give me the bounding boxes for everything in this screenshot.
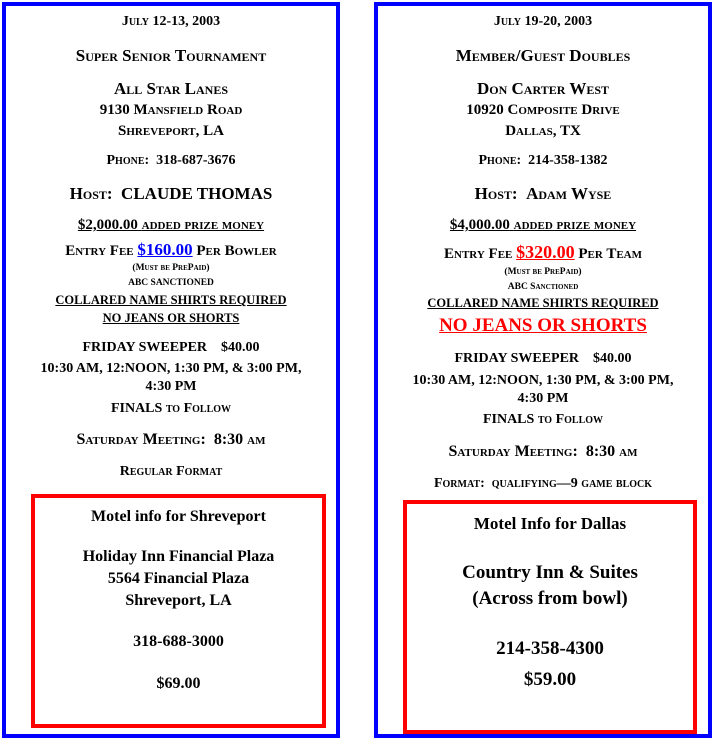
prepaid-note: (Must be PrePaid) — [504, 267, 582, 277]
finals-word: FINALS — [110, 401, 163, 416]
phone-number: 318-687-3676 — [156, 153, 236, 168]
entry-fee-line — [6, 240, 336, 260]
entry-fee-label: Entry Fee — [444, 246, 513, 262]
sweeper-fee: $40.00 — [221, 340, 260, 355]
flyer-shreveport — [2, 2, 340, 738]
entry-fee-unit: Per Bowler — [196, 243, 277, 259]
meeting-time: 8:30 — [585, 443, 616, 460]
event-title: Member/Guest Doubles — [455, 46, 631, 65]
finals-line — [378, 412, 708, 428]
sweeper-line — [378, 351, 708, 367]
sweeper-label: FRIDAY SWEEPER — [454, 351, 580, 366]
phone-label: Phone: — [478, 153, 522, 168]
shirts-rule: COLLARED NAME SHIRTS REQUIRED — [55, 293, 287, 307]
finals-follow: to Follow — [165, 401, 232, 416]
phone-number: 214-358-1382 — [528, 153, 608, 168]
motel-box — [31, 494, 326, 728]
entry-fee-amount: $320.00 — [516, 242, 575, 262]
venue-city: Dallas, TX — [505, 123, 581, 139]
meeting-time: 8:30 — [213, 431, 244, 448]
prize-text: added prize money — [141, 217, 265, 233]
meeting-line — [378, 443, 708, 461]
meeting-ampm: am — [247, 431, 266, 448]
motel-note: (Across from bowl) — [472, 588, 628, 609]
motel-title: Motel Info for Dallas — [473, 514, 627, 533]
venue-city: Shreveport, LA — [118, 123, 224, 139]
host-line — [378, 184, 708, 204]
event-date: July 12-13, 2003 — [121, 14, 221, 29]
motel-name: Holiday Inn Financial Plaza — [82, 548, 275, 565]
event-date: July 19-20, 2003 — [493, 14, 593, 29]
prize-amount: $2,000.00 — [77, 217, 138, 233]
event-title: Super Senior Tournament — [75, 46, 267, 65]
entry-fee-label: Entry Fee — [65, 243, 134, 259]
motel-city: Shreveport, LA — [125, 592, 232, 609]
motel-box — [403, 500, 697, 734]
motel-price: $69.00 — [156, 675, 201, 692]
jeans-rule: NO JEANS OR SHORTS — [102, 311, 240, 325]
prize-line — [6, 217, 336, 234]
motel-price: $59.00 — [523, 669, 577, 690]
venue-name: Don Carter West — [476, 79, 609, 98]
host-line — [6, 184, 336, 204]
sweeper-times: 10:30 AM, 12:NOON, 1:30 PM, & 3:00 PM, — [40, 361, 302, 376]
meeting-ampm: am — [619, 443, 638, 460]
prize-amount: $4,000.00 — [449, 217, 510, 233]
host-name: CLAUDE THOMAS — [121, 184, 273, 203]
sweeper-line — [6, 340, 336, 356]
motel-title: Motel info for Shreveport — [91, 508, 266, 525]
host-label: Host: — [474, 184, 518, 203]
meeting-label: Saturday Meeting: — [448, 443, 578, 460]
motel-address: 5564 Financial Plaza — [107, 570, 250, 587]
phone-label: Phone: — [106, 153, 150, 168]
jeans-rule: NO JEANS OR SHORTS — [439, 315, 647, 336]
sweeper-fee: $40.00 — [593, 351, 632, 366]
flyer-dallas — [374, 2, 712, 738]
sweeper-times-cont: 4:30 PM — [145, 379, 197, 394]
sweeper-times-cont: 4:30 PM — [517, 391, 569, 406]
entry-fee-line — [378, 242, 708, 263]
finals-word: FINALS — [482, 412, 535, 427]
motel-phone: 214-358-4300 — [496, 638, 604, 659]
meeting-line — [6, 431, 336, 449]
venue-address: 9130 Mansfield Road — [99, 102, 243, 118]
motel-name: Country Inn & Suites — [462, 562, 638, 583]
meeting-label: Saturday Meeting: — [76, 431, 206, 448]
format-label: Format: — [433, 476, 485, 491]
motel-phone: 318-688-3000 — [133, 633, 224, 650]
sanction-note: ABC Sanctioned — [507, 282, 579, 292]
host-label: Host: — [69, 184, 113, 203]
format-line — [378, 476, 708, 492]
entry-fee-unit: Per Team — [578, 246, 642, 262]
sanction-note: ABC SANCTIONED — [128, 278, 214, 288]
venue-address: 10920 Composite Drive — [466, 102, 620, 118]
entry-fee-amount: $160.00 — [137, 240, 193, 259]
finals-follow: to Follow — [537, 412, 604, 427]
prepaid-note: (Must be PrePaid) — [132, 263, 210, 273]
prize-line — [378, 217, 708, 234]
format-value: qualifying—9 game block — [491, 476, 653, 491]
shirts-rule: COLLARED NAME SHIRTS REQUIRED — [427, 296, 659, 310]
format-line: Regular Format — [119, 464, 223, 479]
prize-text: added prize money — [513, 217, 637, 233]
phone-line — [378, 153, 708, 169]
host-name: Adam Wyse — [526, 184, 612, 203]
sweeper-label: FRIDAY SWEEPER — [82, 340, 208, 355]
venue-name: All Star Lanes — [113, 79, 229, 98]
finals-line — [6, 401, 336, 417]
sweeper-times: 10:30 AM, 12:NOON, 1:30 PM, & 3:00 PM, — [412, 373, 674, 388]
phone-line — [6, 153, 336, 169]
